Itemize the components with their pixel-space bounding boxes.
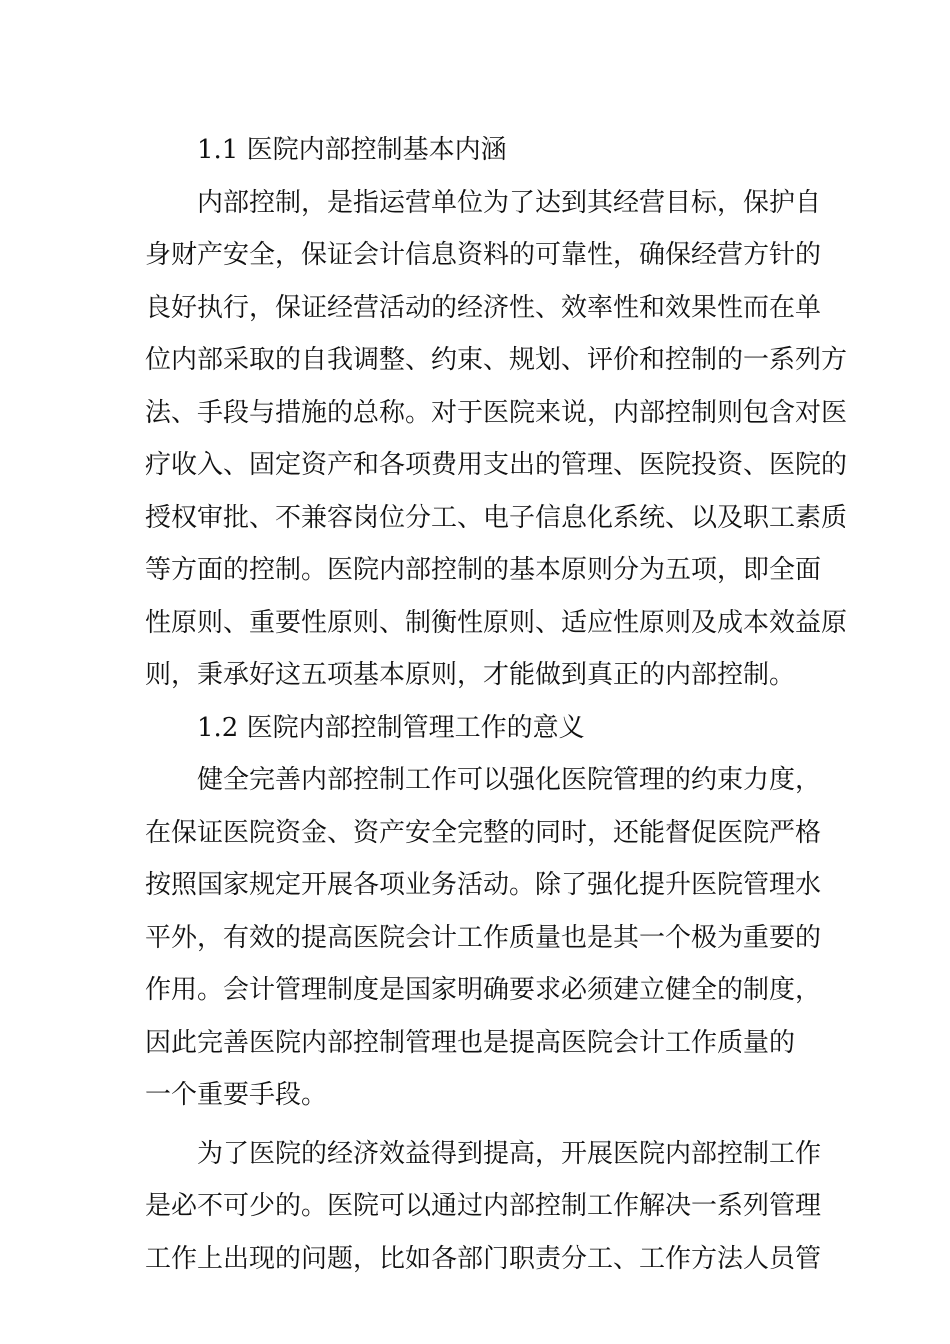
paragraph-line: 因此完善医院内部控制管理也是提高医院会计工作质量的 xyxy=(145,1027,796,1058)
paragraph-line: 身财产安全，保证会计信息资料的可靠性，确保经营方针的 xyxy=(145,240,822,270)
paragraph-line: 则，秉承好这五项基本原则，才能做到真正的内部控制。 xyxy=(145,660,796,690)
section-heading-1-2: 1.2 医院内部控制管理工作的意义 xyxy=(197,712,585,743)
paragraph-internal-control-definition xyxy=(145,177,848,702)
paragraph-line: 按照国家规定开展各项业务活动。除了强化提升医院管理水 xyxy=(145,870,822,900)
paragraph-line: 平外，有效的提高医院会计工作质量也是其一个极为重要的 xyxy=(145,922,822,953)
paragraph-line: 疗收入、固定资产和各项费用支出的管理、医院投资、医院的 xyxy=(145,450,848,480)
paragraph-line: 良好执行，保证经营活动的经济性、效率性和效果性而在单 xyxy=(145,292,822,323)
paragraph-significance xyxy=(145,754,822,1122)
paragraph-line: 授权审批、不兼容岗位分工、电子信息化系统、以及职工素质 xyxy=(145,502,848,533)
paragraph-line: 等方面的控制。医院内部控制的基本原则分为五项，即全面 xyxy=(145,555,822,585)
paragraph-line: 一个重要手段。 xyxy=(145,1080,328,1110)
paragraph-line: 健全完善内部控制工作可以强化医院管理的约束力度， xyxy=(197,765,822,795)
paragraph-line: 作用。会计管理制度是国家明确要求必须建立健全的制度， xyxy=(145,975,822,1005)
paragraph-line: 内部控制，是指运营单位为了达到其经营目标，保护自 xyxy=(197,187,822,218)
paragraph-line: 性原则、重要性原则、制衡性原则、适应性原则及成本效益原 xyxy=(145,607,848,638)
document-body xyxy=(145,124,848,1285)
paragraph-line: 位内部采取的自我调整、约束、规划、评价和控制的一系列方 xyxy=(145,345,848,375)
paragraph-line: 为了医院的经济效益得到提高，开展医院内部控制工作 xyxy=(197,1138,822,1169)
paragraph-economic-benefit xyxy=(145,1128,822,1286)
paragraph-line: 工作上出现的问题，比如各部门职责分工、工作方法人员管 xyxy=(145,1243,822,1274)
section-heading-1-1: 1.1 医院内部控制基本内涵 xyxy=(197,135,507,165)
paragraph-line: 法、手段与措施的总称。对于医院来说，内部控制则包含对医 xyxy=(145,397,848,428)
paragraph-line: 是必不可少的。医院可以通过内部控制工作解决一系列管理 xyxy=(145,1191,822,1221)
paragraph-line: 在保证医院资金、资产安全完整的同时，还能督促医院严格 xyxy=(145,817,822,848)
